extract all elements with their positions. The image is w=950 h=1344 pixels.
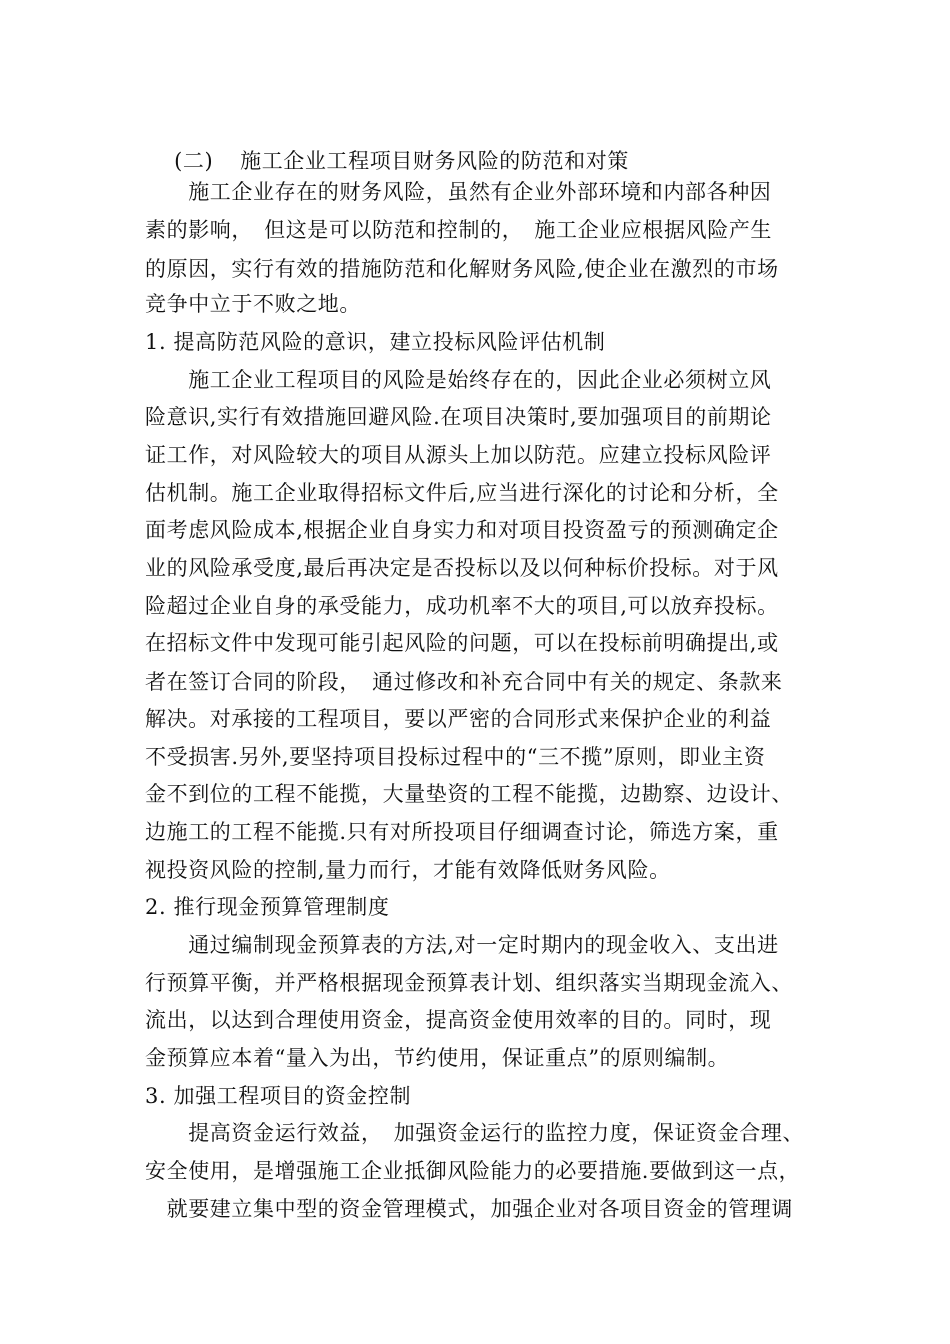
paragraph-line: 不受损害.另外,要坚持项目投标过程中的“三不揽”原则，即业主资 [145,745,766,769]
paragraph-line: 者在签订合同的阶段， 通过修改和补充合同中有关的规定、条款来 [145,670,783,694]
paragraph-line: 在招标文件中发现可能引起风险的问题，可以在投标前明确提出,或 [145,631,779,655]
subheading-2: 2. 推行现金预算管理制度 [145,895,390,919]
paragraph-line: 金预算应本着“量入为出，节约使用，保证重点”的原则编制。 [145,1046,730,1070]
section-number: (二) [174,149,214,173]
section-title: 施工企业工程项目财务风险的防范和对策 [240,149,629,173]
paragraph-line: 边施工的工程不能揽.只有对所投项目仔细调查讨论，筛选方案，重 [145,820,779,844]
paragraph-line: 面考虑风险成本,根据企业自身实力和对项目投资盈亏的预测确定企 [145,518,779,542]
paragraph-line: 险意识,实行有效措施回避风险.在项目决策时,要加强项目的前期论 [145,405,772,429]
paragraph-line: 险超过企业自身的承受能力，成功机率不大的项目,可以放弃投标。 [145,594,779,618]
paragraph-line: 流出，以达到合理使用资金，提高资金使用效率的目的。同时，现 [145,1008,772,1032]
paragraph-line: 解决。对承接的工程项目，要以严密的合同形式来保护企业的利益 [145,707,772,731]
paragraph-line: 安全使用，是增强施工企业抵御风险能力的必要措施.要做到这一点， [145,1159,801,1183]
paragraph-line: 素的影响， 但这是可以防范和控制的， 施工企业应根据风险产生 [145,218,772,242]
paragraph-line: 提高资金运行效益， 加强资金运行的监控力度，保证资金合理、 [145,1121,805,1145]
subheading-3: 3. 加强工程项目的资金控制 [145,1084,412,1108]
paragraph-line: 施工企业工程项目的风险是始终存在的，因此企业必须树立风 [145,368,772,392]
paragraph-line: 估机制。施工企业取得招标文件后,应当进行深化的讨论和分析，全 [145,481,779,505]
paragraph-line: 就要建立集中型的资金管理模式，加强企业对各项目资金的管理调 [145,1197,793,1221]
paragraph-line: 行预算平衡，并严格根据现金预算表计划、组织落实当期现金流入、 [145,971,793,995]
paragraph-line: 视投资风险的控制,量力而行，才能有效降低财务风险。 [145,858,671,882]
paragraph-line: 竞争中立于不败之地。 [145,292,361,316]
subheading-1: 1. 提高防范风险的意识，建立投标风险评估机制 [145,330,606,354]
paragraph-line: 施工企业存在的财务风险，虽然有企业外部环境和内部各种因 [145,180,772,204]
paragraph-line: 业的风险承受度,最后再决定是否投标以及以何种标价投标。对于风 [145,556,779,580]
paragraph-line: 证工作，对风险较大的项目从源头上加以防范。应建立投标风险评 [145,443,772,467]
paragraph-line: 通过编制现金预算表的方法,对一定时期内的现金收入、支出进 [145,933,779,957]
paragraph-line: 金不到位的工程不能揽，大量垫资的工程不能揽，边勘察、边设计、 [145,782,793,806]
paragraph-line: 的原因，实行有效的措施防范和化解财务风险,使企业在激烈的市场 [145,257,779,281]
